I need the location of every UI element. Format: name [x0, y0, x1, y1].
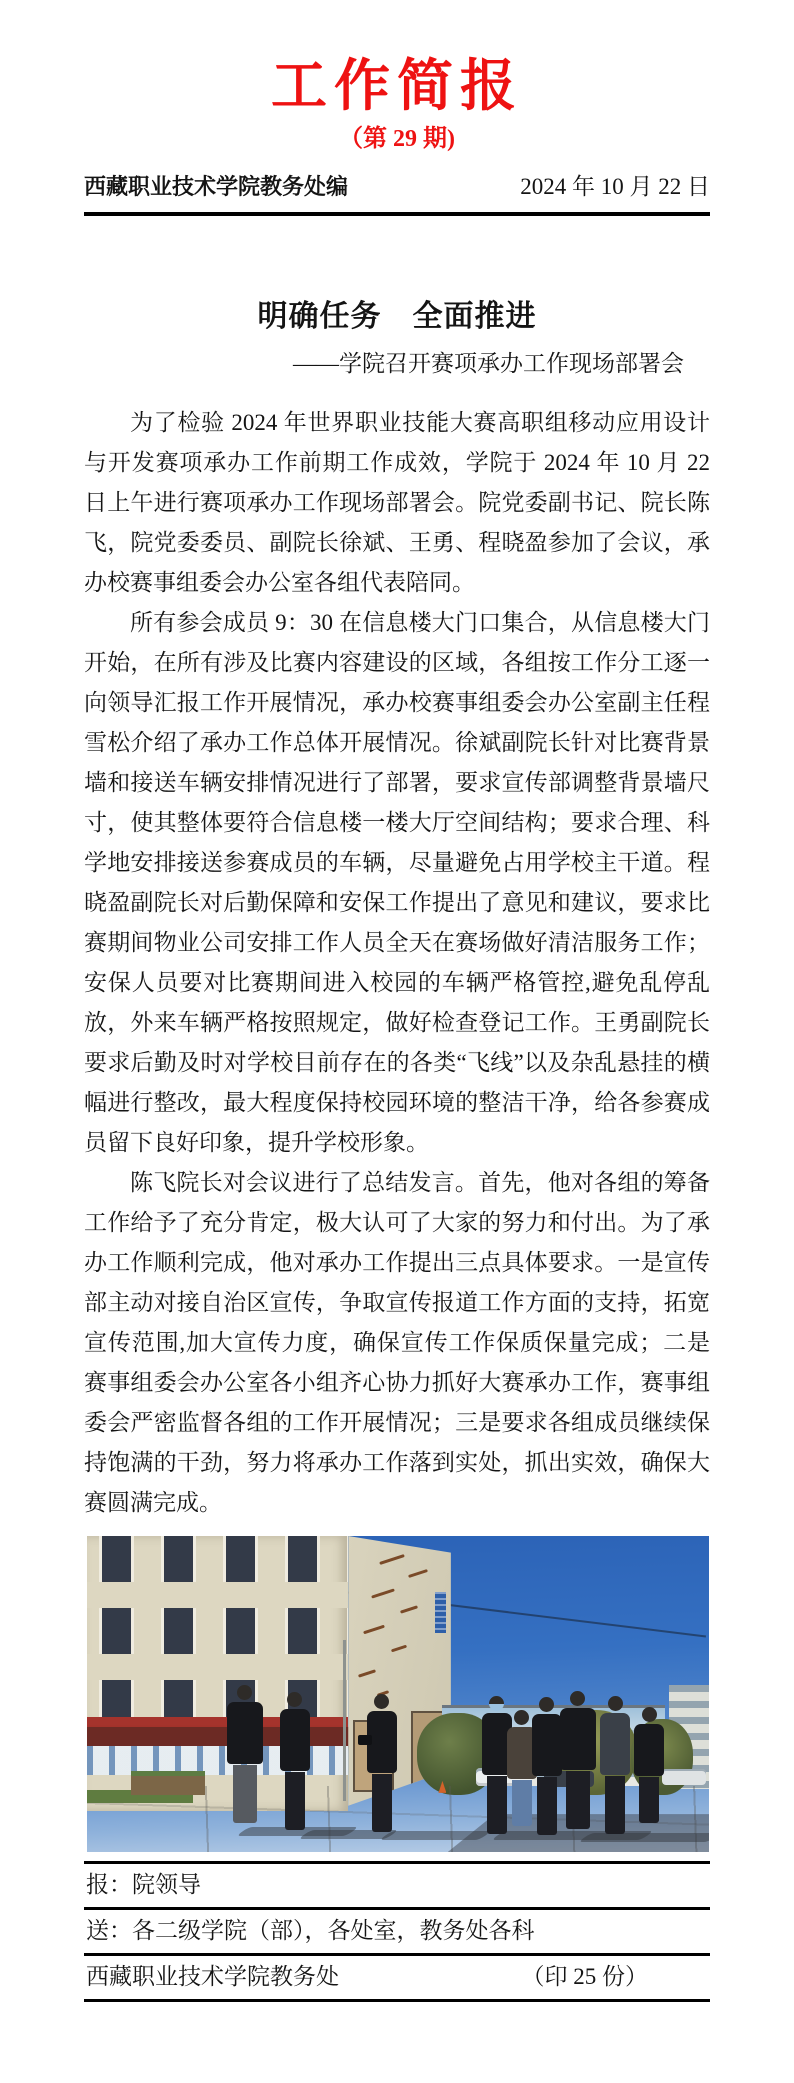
body-paragraph-3: 陈飞院长对会议进行了总结发言。首先，他对各组的筹备工作给予了充分肯定，极大认可了大家的努力和付出。为了承办工作顺利完成，他对承办工作提出三点具体要求。一是宣传部主动对接自治区宣传，争取宣传报道工作方面的支持，拓宽宣传范围,加大宣传力度，确保宣传工作保质保量完成；二是赛事组委会办公室各小组齐心协力抓好大赛承办工作，赛事组委会严密监督各组的工作开展情况；三是要求各组成员继续保持饱满的干劲，努力将承办工作落到实处，抓出实效，确保大赛圆满完成。 [84, 1170, 710, 1515]
masthead [84, 54, 710, 216]
masthead-divider [84, 212, 710, 216]
article-body [84, 403, 710, 1523]
publisher-name: 西藏职业技术学院教务处编 [84, 174, 349, 199]
photo-person [280, 1692, 310, 1832]
body-paragraph-2: 所有参会成员 9：30 在信息楼大门口集合，从信息楼大门开始，在所有涉及比赛内容建设的区域，各组按工作分工逐一向领导汇报工作开展情况，承办校赛事组委会办公室副主任程雪松介绍了承办工作总体开展情况。徐斌副院长针对比赛背景墙和接送车辆安排情况进行了部署，要求宣传部调整背景墙尺寸，使其整体要符合信息楼一楼大厅空间结构；要求合理、科学地安排接送参赛成员的车辆，尽量避免占用学校主干道。程晓盈副院长对后勤保障和安保工作提出了意见和建议，要求比赛期间物业公司安排工作人员全天在赛场做好清洁服务工作；安保人员要对比赛期间进入校园的车辆严格管控,避免乱停乱放，外来车辆严格按照规定，做好检查登记工作。王勇副院长要求后勤及时对学校目前存在的各类“飞线”以及杂乱悬挂的横幅进行整改，最大程度保持校园环境的整洁干净，给各参赛成员留下良好印象，提升学校形象。 [84, 610, 710, 1155]
photo-planter [131, 1771, 206, 1795]
publisher-row [84, 168, 710, 201]
photo-shadow [578, 1833, 709, 1842]
photo-blue-sign [435, 1592, 445, 1634]
photo-person [532, 1697, 562, 1837]
camera-icon [358, 1735, 372, 1745]
photo-person-photographer [367, 1694, 397, 1834]
body-paragraph-1: 为了检验 2024 年世界职业技能大赛高职组移动应用设计与开发赛项承办工作前期工作成效，学院于 2024 年 10 月 22 日上午进行赛项承办工作现场部署会。院党委副书记、院长陈飞，院党委委员、副院长徐斌、王勇、程晓盈参加了会议，承办校赛事组委会办公室各组代表陪同。 [84, 410, 710, 595]
distribution-footer [84, 1861, 710, 2002]
issue-number: （第 29 期) [339, 126, 455, 152]
photo-pole [343, 1640, 346, 1801]
masthead-title: 工作简报 [271, 54, 523, 117]
report-to-line: 报：院领导 [84, 1861, 710, 1907]
article-headline: 明确任务 全面推进 [257, 300, 537, 333]
publish-date: 2024 年 10 月 22 日 [520, 174, 710, 199]
photo-person [560, 1691, 596, 1831]
photo-person [634, 1707, 664, 1825]
issuer-line [84, 1953, 710, 2002]
photo-car [662, 1769, 706, 1785]
issuer-name: 西藏职业技术学院教务处 [86, 1964, 339, 1989]
photo-person [227, 1685, 263, 1825]
article [84, 300, 710, 1852]
send-to-line: 送：各二级学院（部），各处室，教务处各科 [84, 1907, 710, 1953]
print-copies: （印 25 份） [521, 1964, 648, 1989]
photo-person [600, 1696, 630, 1836]
site-meeting-photo [87, 1536, 709, 1852]
article-subheadline: ——学院召开赛项承办工作现场部署会 [293, 351, 684, 376]
